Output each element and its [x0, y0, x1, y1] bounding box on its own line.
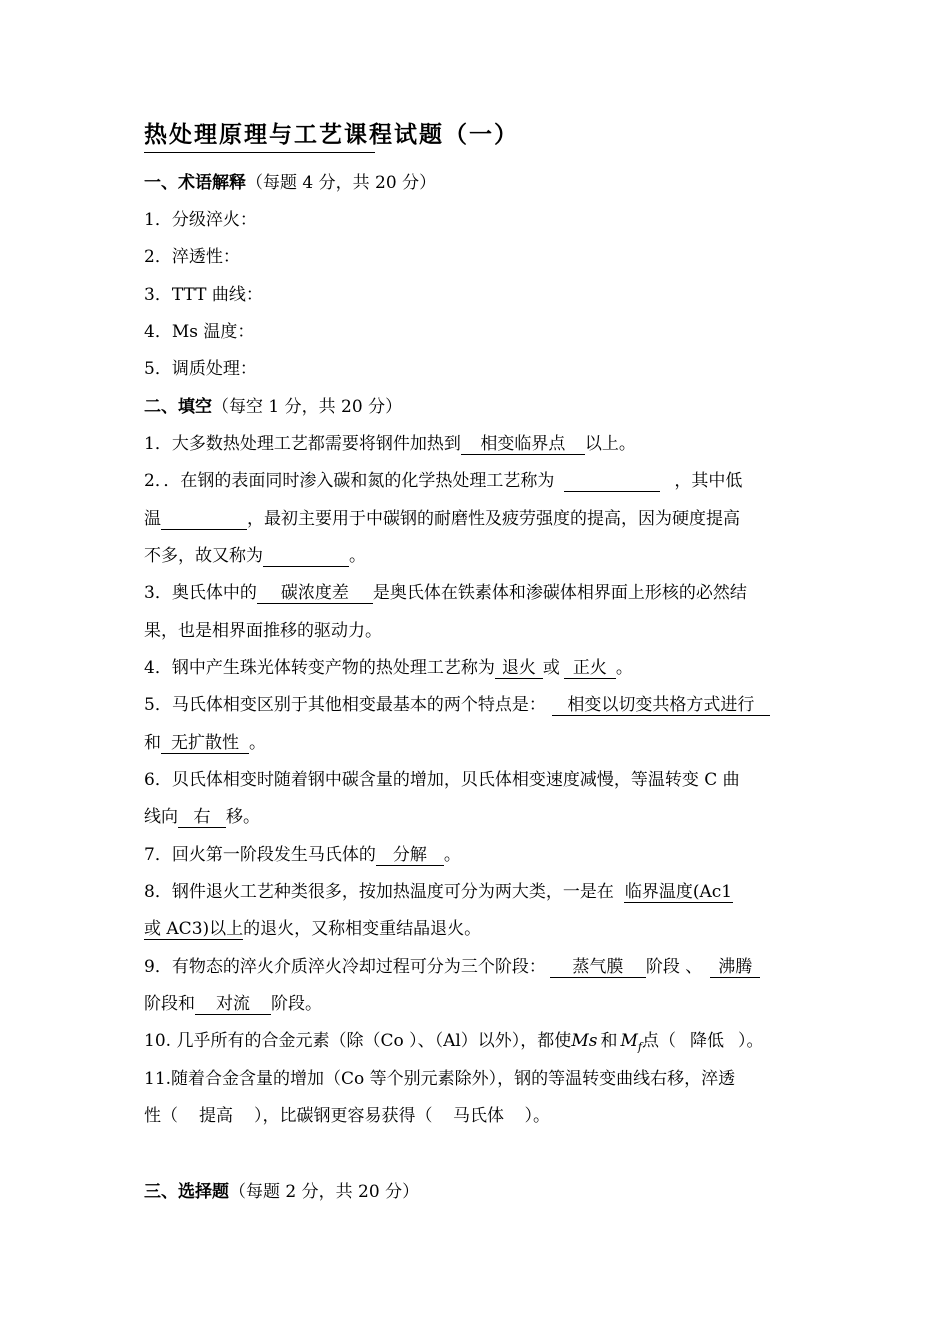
section-1-heading — [144, 171, 436, 195]
q11-text-end: ）。 — [524, 1106, 550, 1126]
fill-question-6-line-1: 6．贝氏体相变时随着钢中碳含量的增加，贝氏体相变速度减慢，等温转变 C 曲 — [144, 770, 740, 790]
q9-answer-1: 蒸气膜 — [550, 957, 646, 978]
q10-mf-sub: f — [637, 1040, 642, 1054]
section-3-points: （每题 2 分，共 20 分） — [229, 1182, 420, 1202]
fill-question-1 — [144, 432, 636, 456]
q8-text: 8．钢件退火工艺种类很多，按加热温度可分为两大类，一是在 — [144, 882, 614, 902]
title-underline — [144, 152, 375, 153]
q4-text: 4．钢中产生珠光体转变产物的热处理工艺称为 — [144, 658, 495, 678]
q3-text: 3．奥氏体中的 — [144, 583, 257, 603]
q9-text-2: 阶段和 — [144, 994, 195, 1014]
q2-blank-1 — [564, 471, 660, 492]
q9-text: 9．有物态的淬火介质淬火冷却过程可分为三个阶段： — [144, 957, 546, 977]
term-item-1: 1．分级淬火： — [144, 210, 257, 230]
q10-text: 10. 几乎所有的合金元素（除（Co ）、（Al）以外），都使 — [144, 1031, 572, 1051]
fill-question-9-line-2 — [144, 992, 322, 1016]
q11-text: 性（ — [144, 1106, 178, 1126]
fill-question-2-line-1 — [144, 469, 742, 493]
q11-answer-1: 提高 — [199, 1106, 233, 1126]
q10-ms: Ms — [571, 1031, 598, 1051]
q4-answer-2: 正火 — [564, 658, 616, 679]
q5-text-end: 。 — [249, 733, 266, 753]
q8-answer: 临界温度(Ac1 — [624, 882, 733, 902]
fill-question-10 — [144, 1029, 763, 1059]
section-2-points: （每空 1 分，共 20 分） — [212, 397, 403, 417]
term-item-4: 4．Ms 温度： — [144, 322, 255, 342]
section-3-title: 三、选择题 — [144, 1182, 229, 1202]
q5-text-2: 和 — [144, 733, 161, 753]
q2-text-5: 。 — [349, 546, 366, 566]
q9-answer-3: 对流 — [195, 994, 271, 1015]
q10-and: 和 — [600, 1031, 618, 1051]
q9-text-mid: 阶段 、 — [645, 957, 703, 977]
fill-question-2-line-3 — [144, 544, 366, 568]
section-3-heading — [144, 1180, 419, 1204]
q1-answer: 相变临界点 — [461, 434, 585, 455]
q10-mf: M — [620, 1031, 638, 1051]
fill-question-8-line-2 — [144, 917, 481, 941]
fill-question-4 — [144, 656, 633, 680]
fill-question-9-line-1 — [144, 955, 760, 979]
fill-question-3-line-1 — [144, 581, 747, 605]
q11-answer-2: 马氏体 — [453, 1106, 504, 1126]
q2-text-2: 温 — [144, 509, 161, 529]
q10-text-2: 点（ — [641, 1031, 676, 1051]
q2-text-4: 不多，故又称为 — [144, 546, 263, 566]
q5-answer-1: 相变以切变共格方式进行 — [552, 695, 770, 716]
fill-question-5-line-2 — [144, 731, 266, 755]
section-2-heading — [144, 395, 402, 419]
q5-answer-2: 无扩散性 — [161, 733, 249, 754]
fill-question-11-line-1: 11.随着合金含量的增加（Co 等个别元素除外），钢的等温转变曲线右移，淬透 — [144, 1069, 736, 1089]
q2-text-3: ，最初主要用于中碳钢的耐磨性及疲劳强度的提高，因为硬度提高 — [247, 509, 740, 529]
q6-text-end: 移。 — [226, 807, 260, 827]
term-item-5: 5．调质处理： — [144, 359, 257, 379]
q9-answer-2: 沸腾 — [710, 957, 760, 978]
fill-question-7 — [144, 843, 461, 867]
q1-text-end: 以上。 — [584, 434, 636, 454]
fill-question-2-line-2 — [144, 507, 740, 531]
q3-text-end: 是奥氏体在铁素体和渗碳体相界面上形核的必然结 — [372, 583, 747, 603]
fill-question-5-line-1 — [144, 693, 770, 717]
q6-answer: 右 — [178, 807, 226, 828]
q3-answer: 碳浓度差 — [257, 583, 373, 604]
q10-text-end: ）。 — [737, 1031, 764, 1051]
q2-blank-2 — [161, 509, 247, 530]
fill-question-3-line-2: 果，也是相界面推移的驱动力。 — [144, 621, 382, 641]
q11-text-mid: ），比碳钢更容易获得（ — [254, 1106, 433, 1126]
q10-answer: 降低 — [689, 1031, 724, 1051]
section-2-title: 二、填空 — [144, 397, 212, 417]
q1-text: 1．大多数热处理工艺都需要将钢件加热到 — [144, 434, 461, 454]
section-1-title: 一、术语解释 — [144, 173, 246, 193]
q7-answer: 分解 — [376, 845, 444, 866]
q8-answer-cont: 或 AC3)以上 — [144, 919, 244, 939]
fill-question-8-line-1 — [144, 880, 733, 904]
page-title: 热处理原理与工艺课程试题（一） — [144, 122, 519, 148]
q5-text: 5．马氏体相变区别于其他相变最基本的两个特点是： — [144, 695, 546, 715]
q4-text-mid: 或 — [542, 658, 560, 678]
term-item-3: 3．TTT 曲线： — [144, 285, 263, 305]
q8-text-end: 的退火，又称相变重结晶退火。 — [243, 919, 482, 939]
q4-answer-1: 退火 — [495, 658, 543, 679]
fill-question-11-line-2 — [144, 1104, 550, 1128]
q6-text: 线向 — [144, 807, 178, 827]
q2-text: 2．．在钢的表面同时渗入碳和氮的化学热处理工艺称为 — [144, 471, 555, 491]
q9-text-end: 阶段。 — [271, 994, 322, 1014]
fill-question-6-line-2 — [144, 805, 260, 829]
q2-blank-3 — [263, 546, 349, 567]
section-1-points: （每题 4 分，共 20 分） — [246, 173, 437, 193]
term-item-2: 2．淬透性： — [144, 247, 240, 267]
q4-text-end: 。 — [615, 658, 633, 678]
q2-text-end: ，其中低 — [674, 471, 743, 491]
q7-text: 7．回火第一阶段发生马氏体的 — [144, 845, 376, 865]
q7-text-end: 。 — [443, 845, 461, 865]
